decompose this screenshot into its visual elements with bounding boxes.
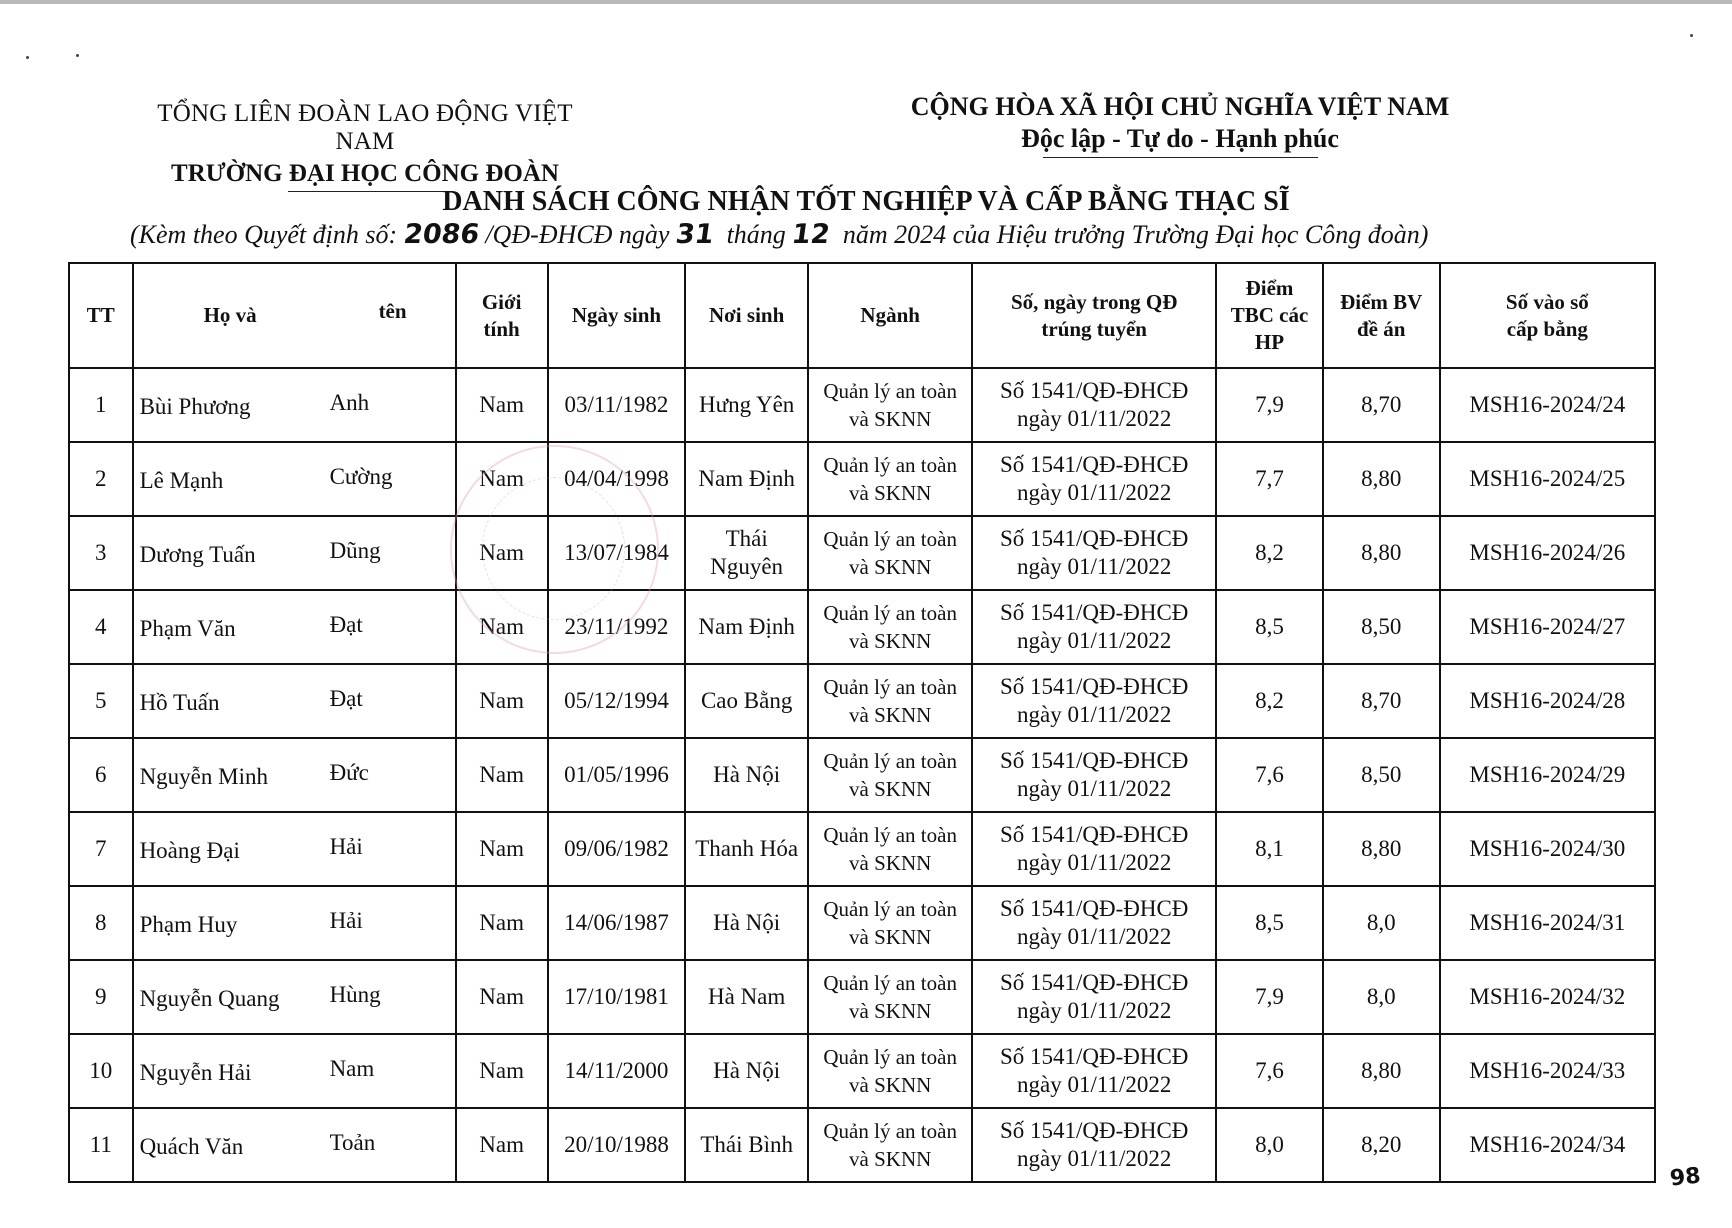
cell-major-line1: Quản lý an toàn <box>823 749 957 773</box>
cell-gender: Nam <box>456 590 548 664</box>
table-row <box>69 368 1655 442</box>
header-birth-place: Nơi sinh <box>685 263 808 368</box>
header-diploma-line1: Số vào sổ <box>1505 289 1589 314</box>
cell-major-line1: Quản lý an toàn <box>823 675 957 699</box>
cell-diploma-number: MSH16-2024/26 <box>1440 516 1655 590</box>
cell-decision-line1: Số 1541/QĐ-ĐHCĐ <box>999 600 1189 625</box>
cell-decision-line2: ngày 01/11/2022 <box>1016 1072 1172 1097</box>
cell-ho: Hồ Tuấn <box>139 690 220 715</box>
cell-defense-score: 8,70 <box>1323 368 1440 442</box>
cell-decision-line1: Số 1541/QĐ-ĐHCĐ <box>999 1044 1189 1069</box>
header-birth-date: Ngày sinh <box>548 263 685 368</box>
table-row <box>69 442 1655 516</box>
cell-birth-date: 23/11/1992 <box>548 590 685 664</box>
cell-decision-line2: ngày 01/11/2022 <box>1016 924 1172 949</box>
scan-top-edge <box>0 0 1732 4</box>
cell-decision-line1: Số 1541/QĐ-ĐHCĐ <box>999 378 1189 403</box>
cell-gpa: 7,9 <box>1216 368 1323 442</box>
cell-tt: 3 <box>69 516 133 590</box>
header-defense-line2: đề án <box>1357 316 1406 341</box>
cell-diploma-number: MSH16-2024/28 <box>1440 664 1655 738</box>
cell-birth-place: Hà Nội <box>685 1034 808 1108</box>
header-defense-line1: Điểm BV <box>1340 289 1423 314</box>
cell-admission-decision <box>972 664 1216 738</box>
cell-defense-score: 8,80 <box>1323 442 1440 516</box>
cell-tt: 1 <box>69 368 133 442</box>
cell-decision-line1: Số 1541/QĐ-ĐHCĐ <box>999 526 1189 551</box>
header-gpa <box>1216 263 1323 368</box>
cell-gpa: 8,1 <box>1216 812 1323 886</box>
cell-major-line1: Quản lý an toàn <box>823 897 957 921</box>
cell-decision-line2: ngày 01/11/2022 <box>1016 554 1172 579</box>
cell-major-line1: Quản lý an toàn <box>823 527 957 551</box>
table-row <box>69 590 1655 664</box>
cell-birth-date: 03/11/1982 <box>548 368 685 442</box>
cell-full-name <box>133 442 456 516</box>
handwritten-initials: 98 <box>1668 1163 1702 1192</box>
subtitle-prefix: (Kèm theo Quyết định số: <box>130 220 404 249</box>
header-gpa-line2: TBC các <box>1230 303 1309 327</box>
cell-major-line1: Quản lý an toàn <box>823 1119 957 1143</box>
cell-gpa: 7,7 <box>1216 442 1323 516</box>
cell-diploma-number: MSH16-2024/34 <box>1440 1108 1655 1182</box>
cell-birth-date: 14/11/2000 <box>548 1034 685 1108</box>
graduates-table <box>68 262 1656 1183</box>
national-motto: Độc lập - Tự do - Hạnh phúc <box>1021 124 1339 153</box>
cell-birth-date: 14/06/1987 <box>548 886 685 960</box>
cell-defense-score: 8,50 <box>1323 738 1440 812</box>
cell-ho: Nguyễn Minh <box>139 764 268 789</box>
cell-full-name <box>133 886 456 960</box>
cell-defense-score: 8,20 <box>1323 1108 1440 1182</box>
cell-decision-line2: ngày 01/11/2022 <box>1016 1146 1172 1171</box>
motto-underline <box>1043 157 1318 158</box>
header-major: Ngành <box>808 263 972 368</box>
cell-decision-line2: ngày 01/11/2022 <box>1016 998 1172 1023</box>
cell-gpa: 8,2 <box>1216 664 1323 738</box>
cell-gpa: 7,6 <box>1216 1034 1323 1108</box>
cell-major-line2: và SKNN <box>849 703 932 727</box>
cell-birth-place: Nam Định <box>685 442 808 516</box>
cell-diploma-number: MSH16-2024/33 <box>1440 1034 1655 1108</box>
cell-gpa: 8,0 <box>1216 1108 1323 1182</box>
subtitle-suffix: năm 2024 của Hiệu trưởng Trường Đại học Công đoàn) <box>829 220 1429 249</box>
cell-major-line1: Quản lý an toàn <box>823 453 957 477</box>
cell-gpa: 8,5 <box>1216 886 1323 960</box>
cell-ho: Nguyễn Hải <box>139 1060 252 1085</box>
cell-full-name <box>133 368 456 442</box>
cell-decision-line1: Số 1541/QĐ-ĐHCĐ <box>999 822 1189 847</box>
cell-major-line2: và SKNN <box>849 851 932 875</box>
cell-full-name <box>133 664 456 738</box>
cell-tt: 11 <box>69 1108 133 1182</box>
cell-admission-decision <box>972 960 1216 1034</box>
cell-ho: Phạm Huy <box>139 912 238 937</box>
cell-diploma-number: MSH16-2024/31 <box>1440 886 1655 960</box>
cell-tt: 5 <box>69 664 133 738</box>
header-diploma-number <box>1440 263 1655 368</box>
cell-ten: Đức <box>329 760 369 785</box>
cell-gpa: 8,2 <box>1216 516 1323 590</box>
cell-major <box>808 886 972 960</box>
cell-full-name <box>133 1034 456 1108</box>
cell-ho: Phạm Văn <box>139 616 236 641</box>
cell-full-name <box>133 812 456 886</box>
cell-ten: Dũng <box>329 538 381 563</box>
table-row <box>69 516 1655 590</box>
cell-major-line2: và SKNN <box>849 999 932 1023</box>
cell-birth-place: Thái Bình <box>685 1108 808 1182</box>
header-ho: Họ và <box>203 303 257 327</box>
cell-gpa: 8,5 <box>1216 590 1323 664</box>
cell-gender: Nam <box>456 886 548 960</box>
scan-speck <box>1690 34 1693 37</box>
cell-decision-line1: Số 1541/QĐ-ĐHCĐ <box>999 970 1189 995</box>
header-gpa-line3: HP <box>1254 330 1285 354</box>
cell-ho: Quách Văn <box>139 1134 244 1159</box>
cell-major-line2: và SKNN <box>849 777 932 801</box>
cell-ho: Dương Tuấn <box>139 542 256 567</box>
cell-admission-decision <box>972 738 1216 812</box>
handwritten-decision-number: 2086 <box>401 219 482 250</box>
cell-birth-date: 20/10/1988 <box>548 1108 685 1182</box>
document-title: DANH SÁCH CÔNG NHẬN TỐT NGHIỆP VÀ CẤP BẰNG THẠC SĨ <box>442 186 1290 217</box>
cell-decision-line1: Số 1541/QĐ-ĐHCĐ <box>999 674 1189 699</box>
cell-diploma-number: MSH16-2024/24 <box>1440 368 1655 442</box>
cell-defense-score: 8,80 <box>1323 516 1440 590</box>
subtitle-mid2: tháng <box>713 220 793 249</box>
cell-decision-line2: ngày 01/11/2022 <box>1016 850 1172 875</box>
cell-major <box>808 812 972 886</box>
cell-ten: Toản <box>329 1130 376 1155</box>
cell-admission-decision <box>972 1108 1216 1182</box>
cell-gender: Nam <box>456 960 548 1034</box>
cell-birth-date: 13/07/1984 <box>548 516 685 590</box>
subtitle-mid1: /QĐ-ĐHCĐ ngày <box>478 220 676 249</box>
cell-decision-line1: Số 1541/QĐ-ĐHCĐ <box>999 748 1189 773</box>
table-row <box>69 886 1655 960</box>
cell-diploma-number: MSH16-2024/25 <box>1440 442 1655 516</box>
table-row <box>69 1034 1655 1108</box>
cell-ten: Hải <box>329 834 363 859</box>
cell-gender: Nam <box>456 516 548 590</box>
header-right <box>880 92 1480 158</box>
cell-ho: Bùi Phương <box>139 394 251 419</box>
cell-full-name <box>133 960 456 1034</box>
header-left <box>130 100 600 192</box>
cell-ten: Đạt <box>329 612 363 637</box>
cell-decision-line2: ngày 01/11/2022 <box>1016 480 1172 505</box>
cell-defense-score: 8,0 <box>1323 960 1440 1034</box>
cell-diploma-number: MSH16-2024/32 <box>1440 960 1655 1034</box>
cell-ten: Nam <box>329 1056 375 1081</box>
cell-birth-place: Nam Định <box>685 590 808 664</box>
cell-gender: Nam <box>456 1108 548 1182</box>
cell-decision-line1: Số 1541/QĐ-ĐHCĐ <box>999 896 1189 921</box>
cell-major-line1: Quản lý an toàn <box>823 823 957 847</box>
header-gpa-line1: Điểm <box>1245 276 1294 300</box>
cell-major <box>808 738 972 812</box>
cell-birth-place: Thái Nguyên <box>685 516 808 590</box>
cell-full-name <box>133 1108 456 1182</box>
cell-ho: Hoàng Đại <box>139 838 240 863</box>
cell-tt: 2 <box>69 442 133 516</box>
cell-birth-place: Hưng Yên <box>685 368 808 442</box>
cell-birth-date: 05/12/1994 <box>548 664 685 738</box>
table-row <box>69 812 1655 886</box>
cell-major <box>808 590 972 664</box>
scan-speck <box>76 54 79 57</box>
cell-decision-line2: ngày 01/11/2022 <box>1016 702 1172 727</box>
cell-birth-place: Hà Nội <box>685 738 808 812</box>
cell-major-line1: Quản lý an toàn <box>823 971 957 995</box>
cell-major <box>808 960 972 1034</box>
header-decision-line1: Số, ngày trong QĐ <box>1010 289 1178 314</box>
cell-major-line2: và SKNN <box>849 555 932 579</box>
school-name: TRƯỜNG ĐẠI HỌC CÔNG ĐOÀN <box>171 160 559 187</box>
cell-diploma-number: MSH16-2024/29 <box>1440 738 1655 812</box>
cell-ten: Đạt <box>329 686 363 711</box>
handwritten-day: 31 <box>673 219 716 250</box>
cell-ho: Nguyễn Quang <box>139 986 280 1011</box>
document-subtitle <box>130 219 1690 250</box>
cell-decision-line1: Số 1541/QĐ-ĐHCĐ <box>999 1118 1189 1143</box>
cell-ten: Cường <box>329 464 393 489</box>
cell-tt: 4 <box>69 590 133 664</box>
cell-birth-place: Cao Bằng <box>685 664 808 738</box>
organization-name: TỔNG LIÊN ĐOÀN LAO ĐỘNG VIỆT NAM <box>157 100 573 155</box>
cell-full-name <box>133 738 456 812</box>
cell-gpa: 7,9 <box>1216 960 1323 1034</box>
cell-major <box>808 516 972 590</box>
cell-major <box>808 1108 972 1182</box>
cell-birth-place: Hà Nam <box>685 960 808 1034</box>
cell-full-name <box>133 590 456 664</box>
scan-speck <box>26 56 29 59</box>
table-row <box>69 664 1655 738</box>
cell-ten: Hùng <box>329 982 381 1007</box>
cell-major-line1: Quản lý an toàn <box>823 1045 957 1069</box>
cell-major-line2: và SKNN <box>849 925 932 949</box>
cell-diploma-number: MSH16-2024/27 <box>1440 590 1655 664</box>
cell-admission-decision <box>972 590 1216 664</box>
cell-gender: Nam <box>456 368 548 442</box>
cell-birth-date: 09/06/1982 <box>548 812 685 886</box>
cell-gender: Nam <box>456 1034 548 1108</box>
cell-defense-score: 8,80 <box>1323 1034 1440 1108</box>
cell-major-line2: và SKNN <box>849 1147 932 1171</box>
cell-major <box>808 664 972 738</box>
cell-decision-line1: Số 1541/QĐ-ĐHCĐ <box>999 452 1189 477</box>
cell-birth-place: Thanh Hóa <box>685 812 808 886</box>
cell-defense-score: 8,50 <box>1323 590 1440 664</box>
cell-ho: Lê Mạnh <box>139 468 224 493</box>
cell-major <box>808 368 972 442</box>
cell-major-line2: và SKNN <box>849 1073 932 1097</box>
cell-tt: 8 <box>69 886 133 960</box>
cell-gender: Nam <box>456 812 548 886</box>
handwritten-month: 12 <box>790 219 833 250</box>
cell-major-line2: và SKNN <box>849 407 932 431</box>
header-full-name <box>133 263 456 368</box>
cell-major-line2: và SKNN <box>849 629 932 653</box>
cell-major-line1: Quản lý an toàn <box>823 379 957 403</box>
cell-tt: 9 <box>69 960 133 1034</box>
header-decision-line2: trúng tuyển <box>1041 316 1147 341</box>
nation-name: CỘNG HÒA XÃ HỘI CHỦ NGHĨA VIỆT NAM <box>910 92 1450 121</box>
cell-gender: Nam <box>456 738 548 812</box>
table-header-row <box>69 263 1655 368</box>
cell-major <box>808 442 972 516</box>
cell-gpa: 7,6 <box>1216 738 1323 812</box>
cell-decision-line2: ngày 01/11/2022 <box>1016 628 1172 653</box>
cell-birth-place: Hà Nội <box>685 886 808 960</box>
cell-tt: 7 <box>69 812 133 886</box>
cell-tt: 10 <box>69 1034 133 1108</box>
cell-major-line2: và SKNN <box>849 481 932 505</box>
cell-admission-decision <box>972 886 1216 960</box>
cell-defense-score: 8,0 <box>1323 886 1440 960</box>
cell-birth-date: 01/05/1996 <box>548 738 685 812</box>
cell-defense-score: 8,70 <box>1323 664 1440 738</box>
cell-defense-score: 8,80 <box>1323 812 1440 886</box>
header-ten: tên <box>378 299 407 323</box>
cell-decision-line2: ngày 01/11/2022 <box>1016 406 1172 431</box>
header-defense-score <box>1323 263 1440 368</box>
cell-admission-decision <box>972 516 1216 590</box>
table-row <box>69 960 1655 1034</box>
header-admission-decision <box>972 263 1216 368</box>
cell-tt: 6 <box>69 738 133 812</box>
cell-admission-decision <box>972 1034 1216 1108</box>
table-row <box>69 1108 1655 1182</box>
header-gender-line1: Giới <box>481 289 522 314</box>
cell-birth-date: 04/04/1998 <box>548 442 685 516</box>
cell-diploma-number: MSH16-2024/30 <box>1440 812 1655 886</box>
cell-decision-line2: ngày 01/11/2022 <box>1016 776 1172 801</box>
cell-admission-decision <box>972 368 1216 442</box>
cell-admission-decision <box>972 812 1216 886</box>
header-tt: TT <box>69 263 133 368</box>
cell-gender: Nam <box>456 442 548 516</box>
cell-ten: Hải <box>329 908 363 933</box>
cell-major <box>808 1034 972 1108</box>
cell-full-name <box>133 516 456 590</box>
header-gender-line2: tính <box>483 316 520 341</box>
table-row <box>69 738 1655 812</box>
cell-major-line1: Quản lý an toàn <box>823 601 957 625</box>
header-gender <box>456 263 548 368</box>
cell-ten: Anh <box>329 390 370 415</box>
cell-birth-date: 17/10/1981 <box>548 960 685 1034</box>
cell-gender: Nam <box>456 664 548 738</box>
header-diploma-line2: cấp bằng <box>1506 316 1588 341</box>
cell-admission-decision <box>972 442 1216 516</box>
